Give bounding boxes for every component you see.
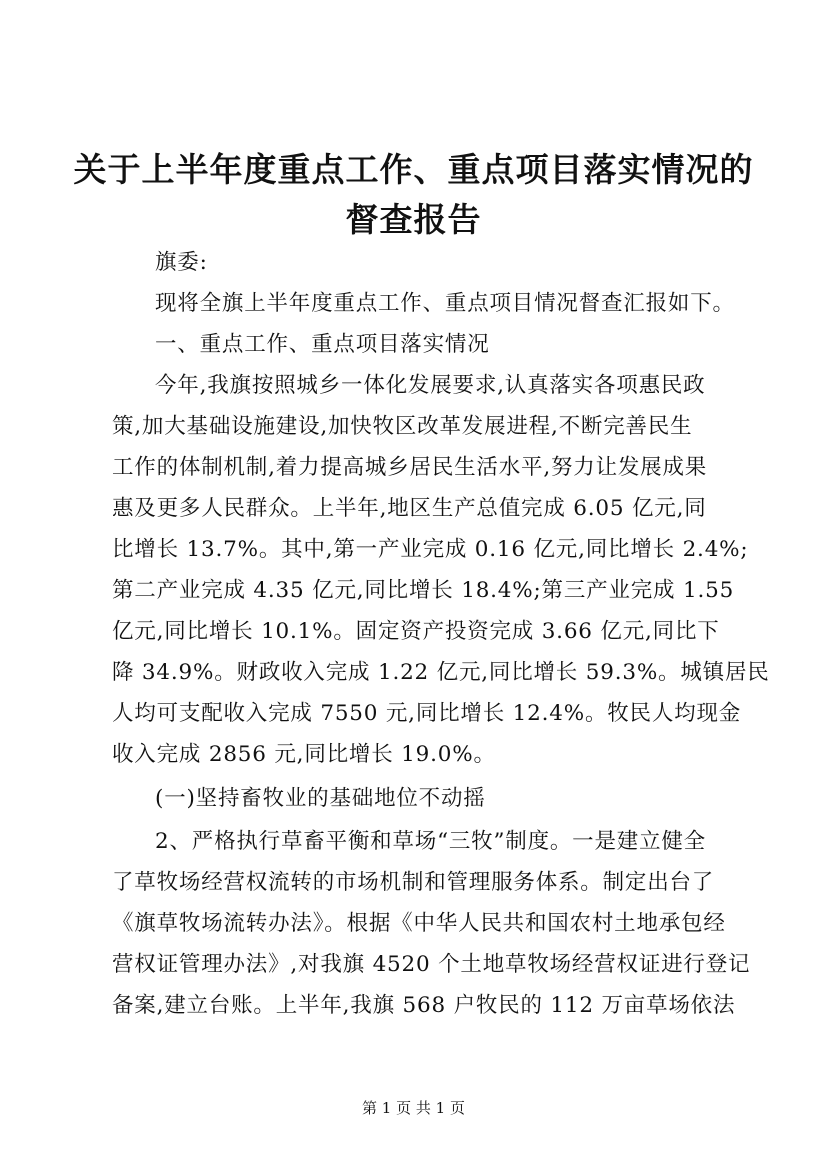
intro-paragraph: 现将全旗上半年度重点工作、重点项目情况督查汇报如下。 bbox=[155, 291, 735, 316]
body-line: 降 34.9%。财政收入完成 1.22 亿元,同比增长 59.3%。城镇居民 bbox=[112, 660, 770, 685]
body-line: 第二产业完成 4.35 亿元,同比增长 18.4%;第三产业完成 1.55 bbox=[112, 578, 735, 603]
body-line: 了草牧场经营权流转的市场机制和管理服务体系。制定出台了 bbox=[112, 870, 715, 895]
subsection-heading-1: (一)坚持畜牧业的基础地位不动摇 bbox=[155, 786, 486, 811]
body-line: 收入完成 2856 元,同比增长 19.0%。 bbox=[112, 742, 496, 767]
body-line: 惠及更多人民群众。上半年,地区生产总值完成 6.05 亿元,同 bbox=[112, 496, 707, 521]
document-title-line-1: 关于上半年度重点工作、重点项目落实情况的 bbox=[73, 150, 754, 189]
body-line: 亿元,同比增长 10.1%。固定资产投资完成 3.66 亿元,同比下 bbox=[112, 619, 720, 644]
body-line: 营权证管理办法》,对我旗 4520 个土地草牧场经营权证进行登记 bbox=[112, 952, 751, 977]
body-line: 今年,我旗按照城乡一体化发展要求,认真落实各项惠民政 bbox=[155, 373, 706, 398]
salutation: 旗委: bbox=[155, 250, 208, 275]
section-heading-1: 一、重点工作、重点项目落实情况 bbox=[155, 332, 490, 357]
body-line: 工作的体制机制,着力提高城乡居民生活水平,努力让发展成果 bbox=[112, 455, 708, 480]
body-line: 比增长 13.7%。其中,第一产业完成 0.16 亿元,同比增长 2.4%; bbox=[112, 537, 749, 562]
body-line: 《旗草牧场流转办法》。根据《中华人民共和国农村土地承包经 bbox=[112, 911, 726, 936]
body-line: 人均可支配收入完成 7550 元,同比增长 12.4%。牧民人均现金 bbox=[112, 701, 742, 726]
body-line: 策,加大基础设施建设,加快牧区改革发展进程,不断完善民生 bbox=[112, 414, 693, 439]
page-number-footer: 第 1 页 共 1 页 bbox=[362, 1099, 465, 1117]
body-line: 备案,建立台账。上半年,我旗 568 户牧民的 112 万亩草场依法 bbox=[112, 993, 736, 1018]
document-title-line-2: 督查报告 bbox=[345, 200, 482, 239]
body-line: 2、严格执行草畜平衡和草场“三牧”制度。一是建立健全 bbox=[155, 829, 706, 854]
